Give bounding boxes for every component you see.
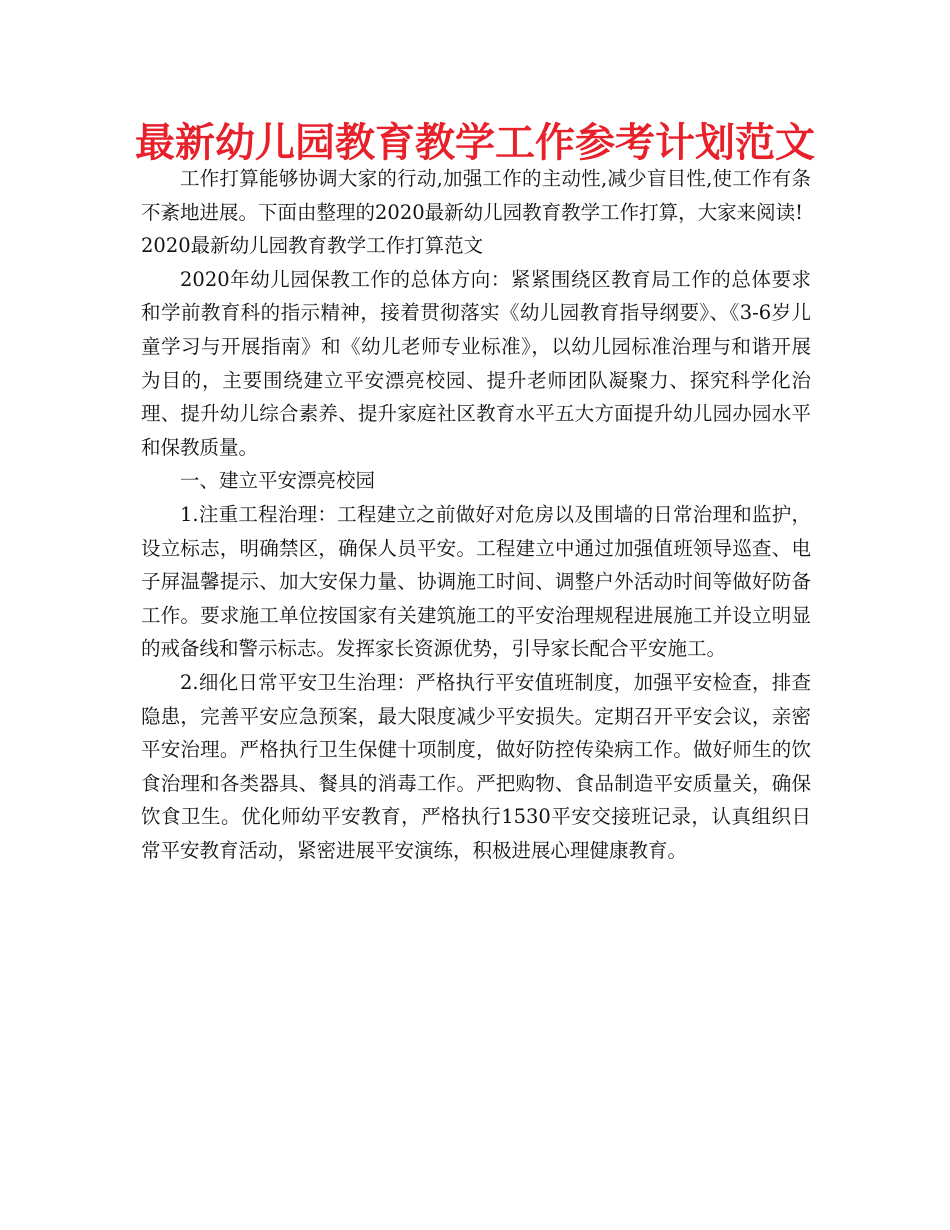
document-body xyxy=(141,162,811,867)
paragraph-item-2: 2.细化日常平安卫生治理：严格执行平安值班制度，加强平安检查，排查隐患，完善平安应急预案，最大限度减少平安损失。定期召开平安会议，亲密平安治理。严格执行卫生保健十项制度，做好防控传染病工作。做好师生的饮食治理和各类器具、餐具的消毒工作。严把购物、食品制造平安质量关，确保饮食卫生。优化师幼平安教育，严格执行1530平安交接班记录，认真组织日常平安教育活动，紧密进展平安演练，积极进展心理健康教育。 xyxy=(141,670,811,862)
paragraph-item-1: 1.注重工程治理：工程建立之前做好对危房以及围墙的日常治理和监护，设立标志，明确禁区，确保人员平安。工程建立中通过加强值班领导巡查、电子屏温馨提示、加大安保力量、协调施工时间、调整户外活动时间等做好防备工作。要求施工单位按国家有关建筑施工的平安治理规程进展施工并设立明显的戒备线和警示标志。发挥家长资源优势，引导家长配合平安施工。 xyxy=(141,502,811,661)
section-heading-1: 一、建立平安漂亮校园 xyxy=(180,469,376,493)
paragraph-subtitle: 2020最新幼儿园教育教学工作打算范文 xyxy=(141,234,484,258)
paragraph-intro: 工作打算能够协调大家的行动,加强工作的主动性,减少盲目性,使工作有条不紊地进展。下面由整理的2020最新幼儿园教育教学工作打算，大家来阅读! xyxy=(141,167,811,224)
paragraph-overview: 2020年幼儿园保教工作的总体方向：紧紧围绕区教育局工作的总体要求和学前教育科的指示精神，接着贯彻落实《幼儿园教育指导纲要》、《3-6岁儿童学习与开展指南》和《幼儿老师专业标准》，以幼儿园标准治理与和谐开展为目的，主要围绕建立平安漂亮校园、提升老师团队凝聚力、探究科学化治理、提升幼儿综合素养、提升家庭社区教育水平五大方面提升幼儿园办园水平和保教质量。 xyxy=(141,267,811,459)
document-title: 最新幼儿园教育教学工作参考计划范文 xyxy=(135,120,815,166)
